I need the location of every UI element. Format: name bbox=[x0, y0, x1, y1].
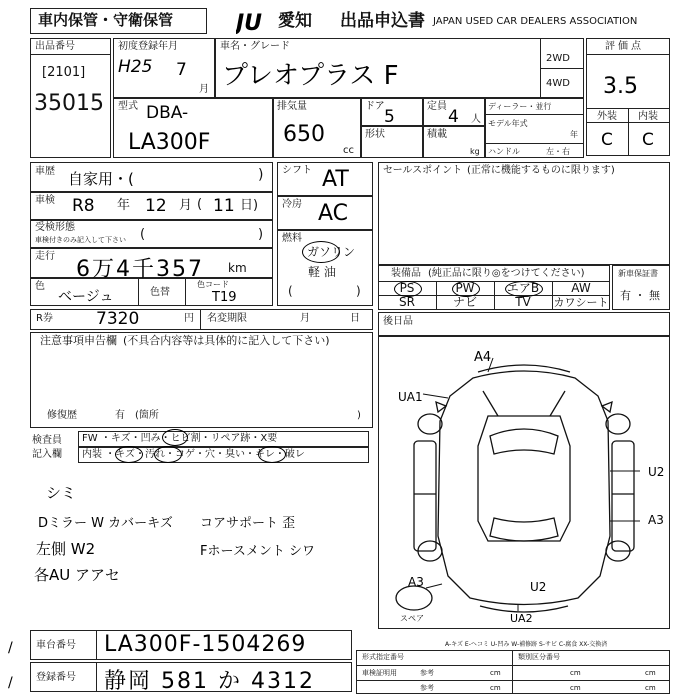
shift-label: シフト bbox=[282, 165, 312, 176]
inspection-label: 車検 bbox=[35, 195, 55, 206]
remark-line-4: 各AU アアセ bbox=[34, 566, 120, 584]
equip-aw: AW bbox=[571, 281, 591, 295]
check-mark-2: / bbox=[8, 675, 13, 691]
history-close: ) bbox=[258, 167, 264, 183]
equip-pw: PW bbox=[455, 281, 475, 295]
repair-parts-close: ) bbox=[357, 410, 361, 421]
capacity-unit: 人 bbox=[471, 114, 481, 125]
registration-month-unit: 月 bbox=[199, 84, 209, 95]
doors-label: ドア bbox=[365, 101, 385, 112]
accept-form-note: 車検付きのみ記入して下さい bbox=[35, 236, 126, 244]
mark-a3-right: A3 bbox=[648, 513, 664, 527]
ref-label-2: 参考 bbox=[420, 684, 434, 692]
storage-label: 車内保管・守衛保管 bbox=[38, 11, 174, 29]
scratch-circle bbox=[115, 446, 143, 463]
sales-point-label: セールスポイント bbox=[383, 165, 463, 176]
load-unit: kg bbox=[470, 147, 480, 156]
lot-label: 出品番号 bbox=[35, 41, 75, 52]
cm-3: cm bbox=[570, 669, 581, 677]
fuel-close: ) bbox=[356, 284, 361, 298]
accept-form-open: ( bbox=[140, 227, 146, 242]
fuel-diesel: 軽 油 bbox=[308, 265, 336, 279]
equipment-note: (純正品に限り◎をつけてください) bbox=[428, 268, 585, 279]
repair-parts-label: (箇所 bbox=[135, 410, 159, 421]
drive-2wd: 2WD bbox=[546, 53, 570, 64]
displacement-unit: cc bbox=[343, 145, 354, 156]
shift-value: AT bbox=[322, 167, 349, 192]
model-prefix: DBA- bbox=[146, 103, 189, 123]
dealer-label: ディーラー・並行 bbox=[488, 102, 552, 111]
chassis-label: 車台番号 bbox=[36, 640, 76, 651]
car-name-value: プレオプラス F bbox=[222, 61, 399, 91]
displacement-label: 排気量 bbox=[277, 101, 307, 112]
inspection-day-unit: 日) bbox=[240, 198, 259, 213]
color-label: 色 bbox=[35, 281, 45, 292]
cm-2: cm bbox=[490, 684, 501, 692]
logo-text: 愛知 bbox=[278, 11, 312, 31]
exterior-grade: C bbox=[601, 130, 613, 150]
warranty-options: 有 ・ 無 bbox=[620, 289, 660, 302]
load-label: 積載 bbox=[427, 129, 447, 140]
inspection-month: 12 bbox=[145, 196, 167, 216]
odor-circle bbox=[258, 446, 286, 463]
equip-ps: PS bbox=[399, 281, 415, 295]
remark-line-1: シミ bbox=[46, 484, 77, 502]
pw-circle bbox=[452, 281, 480, 297]
registration-label: 初度登録年月 bbox=[118, 41, 178, 52]
diagram-legend: A-キズ E-ヘコミ U-凹み W-補修跡 S-サビ C-腐食 XX-交換済 bbox=[445, 641, 608, 648]
fuel-label: 燃料 bbox=[282, 233, 302, 244]
inspector-label-1: 検査員 bbox=[32, 435, 62, 446]
lot-code: [2101] bbox=[42, 65, 86, 80]
model-label: 型式 bbox=[118, 101, 138, 112]
dent-circle bbox=[162, 429, 188, 446]
mark-a4: A4 bbox=[474, 350, 492, 365]
capacity-label: 定員 bbox=[427, 101, 447, 112]
inspector-label-2: 記入欄 bbox=[32, 449, 62, 460]
drive-4wd: 4WD bbox=[546, 78, 570, 89]
remark-line-3: 左側 W2 bbox=[36, 540, 96, 558]
color-code-label: 色コード bbox=[197, 280, 229, 289]
doors-value: 5 bbox=[384, 107, 395, 127]
cert-label: 車検証明用 bbox=[362, 669, 397, 677]
name-change-label: 名変期限 bbox=[207, 313, 247, 324]
color-value: ベージュ bbox=[58, 289, 114, 305]
equip-tv: TV bbox=[515, 295, 531, 309]
ju-logo-icon bbox=[236, 10, 280, 38]
warranty-label: 新車保証書 bbox=[618, 269, 658, 278]
inspection-year-unit: 年 bbox=[117, 198, 131, 213]
mileage-unit: km bbox=[228, 261, 247, 275]
ps-circle bbox=[394, 281, 422, 297]
model-year-label: モデル年式 bbox=[488, 119, 528, 128]
notes-label: 注意事項申告欄 bbox=[40, 334, 117, 347]
name-change-month-unit: 月 bbox=[300, 313, 310, 324]
handle-options: 左・右 bbox=[546, 147, 570, 156]
inspector-row-2: 内装 ・キズ・汚れ・コゲ・穴・臭い・キレ・破レ bbox=[82, 449, 305, 460]
repair-history-value: 有 bbox=[115, 410, 125, 421]
cm-4: cm bbox=[645, 669, 656, 677]
model-value: LA300F bbox=[128, 130, 211, 155]
cm-6: cm bbox=[645, 684, 656, 692]
mileage-label: 走行 bbox=[35, 251, 55, 262]
equip-leather-seat: カワシート bbox=[553, 296, 609, 309]
recycle-box bbox=[30, 309, 373, 330]
form-title: 出品申込書 bbox=[340, 11, 425, 31]
notes-note: (不具合内容等は具体的に記入して下さい) bbox=[123, 334, 330, 347]
inspection-day: 11 bbox=[213, 196, 235, 216]
sales-point-note: (正常に機能するものに限ります) bbox=[467, 165, 615, 176]
cm-1: cm bbox=[490, 669, 501, 677]
car-name-label: 車名・グレード bbox=[220, 41, 290, 52]
mark-a3-left: A3 bbox=[408, 575, 424, 589]
ju-logo-text: JU bbox=[236, 11, 263, 34]
gasoline-circle bbox=[302, 241, 340, 263]
fuel-open: ( bbox=[288, 284, 293, 298]
type-number-label: 形式指定番号 bbox=[362, 653, 404, 661]
history-box bbox=[30, 162, 273, 192]
remark-line-3b: Fホースメント シワ bbox=[200, 544, 315, 559]
shape-label: 形状 bbox=[365, 129, 385, 140]
chassis-number: LA300F-1504269 bbox=[104, 632, 307, 657]
registration-month: 7 bbox=[176, 60, 187, 80]
rating-score: 3.5 bbox=[603, 74, 638, 99]
inspector-row-1: FW ・キズ・凹み・ヒビ割・リペア跡・X要 bbox=[82, 433, 278, 444]
association-name: JAPAN USED CAR DEALERS ASSOCIATION bbox=[433, 16, 638, 27]
category-number-label: 類別区分番号 bbox=[518, 653, 560, 661]
mark-ua1: UA1 bbox=[398, 390, 423, 404]
remark-line-2: Dミラー W カバーキズ bbox=[38, 516, 173, 531]
fuel-gasoline: ガソリン bbox=[307, 245, 356, 259]
airbag-circle bbox=[505, 281, 543, 297]
spare-label: スペア bbox=[400, 614, 424, 623]
plate-label: 登録番号 bbox=[36, 672, 76, 683]
ac-value: AC bbox=[318, 201, 349, 226]
interior-grade: C bbox=[642, 130, 654, 150]
name-change-day-unit: 日 bbox=[350, 313, 360, 324]
ac-label: 冷房 bbox=[282, 199, 302, 210]
accept-form-label: 受検形態 bbox=[35, 222, 75, 233]
sales-point-box bbox=[378, 162, 670, 265]
color-code: T19 bbox=[212, 290, 237, 305]
rating-label: 評価点 bbox=[605, 41, 644, 52]
mark-ua2: UA2 bbox=[510, 612, 533, 625]
history-label: 車歴 bbox=[35, 166, 55, 177]
model-year-unit: 年 bbox=[570, 130, 578, 139]
recycle-value: 7320 bbox=[96, 309, 140, 329]
cm-5: cm bbox=[570, 684, 581, 692]
plate-number: 静岡 581 か 4312 bbox=[104, 669, 315, 694]
displacement-value: 650 bbox=[283, 122, 325, 147]
recycle-label: R券 bbox=[36, 313, 53, 324]
inspection-month-unit: 月 bbox=[179, 198, 193, 213]
equipment-label: 装備品 bbox=[391, 268, 421, 279]
history-value: 自家用・( bbox=[68, 170, 134, 188]
handle-label: ハンドル bbox=[488, 147, 520, 156]
after-fit-box bbox=[378, 312, 670, 336]
ref-label-1: 参考 bbox=[420, 669, 434, 677]
registration-era-year: H25 bbox=[118, 57, 153, 77]
remark-line-2b: コアサポート 歪 bbox=[200, 516, 296, 531]
accept-form-close: ) bbox=[258, 227, 264, 242]
check-mark-1: / bbox=[8, 640, 13, 656]
equip-navi: ナビ bbox=[452, 295, 477, 309]
capacity-value: 4 bbox=[448, 107, 459, 127]
mileage-value: 6万4千357 bbox=[76, 257, 204, 282]
lot-number: 35015 bbox=[34, 91, 104, 116]
interior-label: 内装 bbox=[638, 111, 658, 122]
inspection-day-open: ( bbox=[197, 197, 203, 212]
stain-circle bbox=[154, 446, 182, 463]
after-fit-label: 後日品 bbox=[383, 316, 413, 327]
color-swap-label: 色替 bbox=[150, 287, 170, 298]
mark-u2-bottom: U2 bbox=[530, 580, 547, 594]
exterior-label: 外装 bbox=[597, 111, 617, 122]
inspection-era: R8 bbox=[72, 196, 95, 216]
equip-sr: SR bbox=[399, 295, 415, 309]
mark-u2-right: U2 bbox=[648, 465, 665, 479]
repair-history-label: 修復歴 bbox=[47, 410, 77, 421]
recycle-unit: 円 bbox=[184, 313, 194, 324]
equip-airbag: エアB bbox=[506, 281, 540, 295]
